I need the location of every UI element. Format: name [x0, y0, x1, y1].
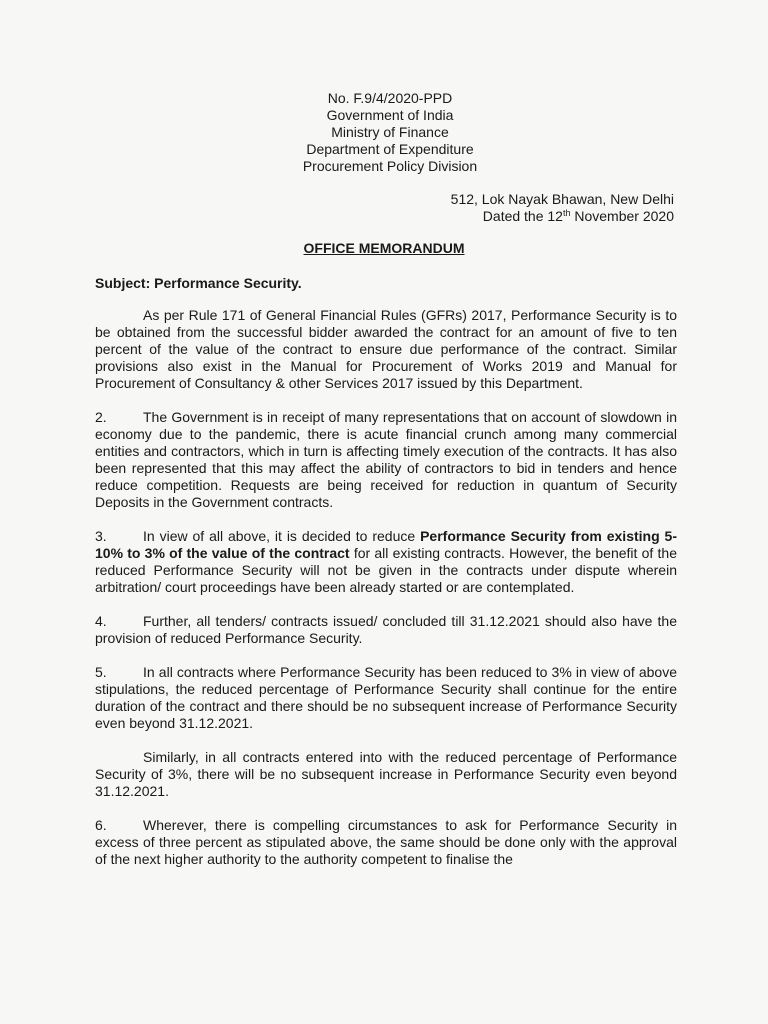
- paragraph-5: [95, 664, 677, 732]
- subject-line: Subject: Performance Security.: [95, 275, 302, 291]
- paragraph-text: Wherever, there is compelling circumstances to ask for Performance Security in excess of three percent as stipulated above, the same should be done only with the approval of the next higher authority to the authority competent to finalise the: [95, 817, 677, 867]
- paragraph-number: 5.: [95, 664, 107, 680]
- issue-date: [451, 208, 674, 225]
- address-date-block: [451, 191, 674, 225]
- paragraph-text: Further, all tenders/ contracts issued/ concluded till 31.12.2021 should also have the provision of reduced Performance Security.: [95, 613, 677, 646]
- date-suffix: November 2020: [570, 208, 674, 224]
- paragraph-text: The Government is in receipt of many representations that on account of slowdown in economy due to the pandemic, there is acute financial crunch among many commercial entities and contractors, which in turn is affecting timely execution of the contracts. It has also been represented that this may affect the ability of contractors to bid in tenders and hence reduce competition. Requests are being received for reduction in quantum of Security Deposits in the Government contracts.: [95, 409, 677, 510]
- paragraph-number: 4.: [95, 613, 107, 629]
- government-name: Government of India: [326, 107, 454, 123]
- division-name: Procurement Policy Division: [302, 158, 478, 174]
- department-name: Department of Expenditure: [306, 141, 474, 157]
- paragraph-1: As per Rule 171 of General Financial Rules (GFRs) 2017, Performance Security is to be obtained from the successful bidder awarded the contract for an amount of five to ten percent of the value of the contract to ensure due performance of the contract. Similar provisions also exist in the Manual for Procurement of Works 2019 and Manual for Procurement of Consultancy & other Services 2017 issued by this Department.: [95, 307, 677, 391]
- office-address: 512, Lok Nayak Bhawan, New Delhi: [450, 191, 674, 207]
- paragraph-text-post: for all existing contracts. However, the benefit of the reduced Performance Security will not be given in the contracts under dispute wherein arbitration/ court proceedings have been already started or are contemplated.: [95, 545, 677, 595]
- paragraph-number: 2.: [95, 409, 107, 425]
- paragraph-text-bold: Performance Security from existing 5-10% to 3% of the value of the contract: [95, 528, 677, 561]
- memo-title: OFFICE MEMORANDUM: [303, 240, 465, 256]
- paragraph-2: [95, 409, 677, 511]
- paragraph-text: In all contracts where Performance Security has been reduced to 3% in view of above stipulations, the reduced percentage of Performance Security shall continue for the entire duration of the contract and there should be no subsequent increase of Performance Security even beyond 31.12.2021.: [95, 664, 677, 731]
- memo-body: [95, 307, 677, 885]
- paragraph-number: 6.: [95, 817, 107, 833]
- letterhead: [280, 90, 500, 175]
- paragraph-3: [95, 528, 677, 596]
- file-number: No. F.9/4/2020-PPD: [327, 90, 453, 106]
- date-ordinal: th: [562, 208, 571, 218]
- paragraph-5-continued: Similarly, in all contracts entered into with the reduced percentage of Performance Security of 3%, there will be no subsequent increase in Performance Security even beyond 31.12.2021.: [95, 749, 677, 799]
- paragraph-6: [95, 817, 677, 868]
- paragraph-text-pre: In view of all above, it is decided to reduce: [143, 528, 421, 544]
- ministry-name: Ministry of Finance: [331, 124, 449, 140]
- paragraph-number: 3.: [95, 528, 107, 544]
- paragraph-4: [95, 613, 677, 647]
- date-prefix: Dated the 12: [482, 208, 563, 224]
